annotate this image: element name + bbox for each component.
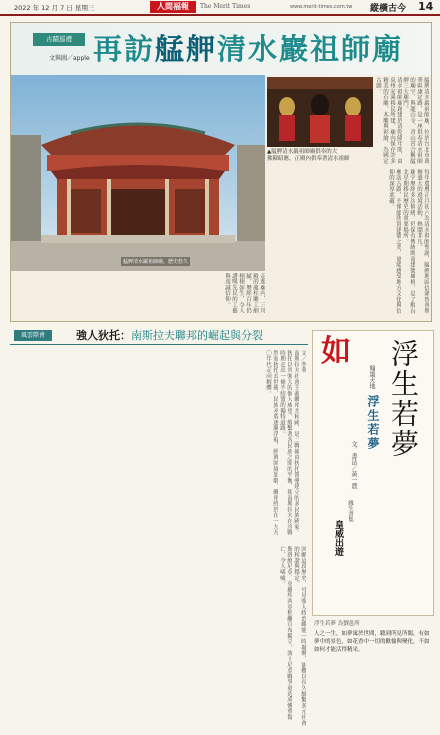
article-paragraph: 南斯拉夫社會主義聯邦共和國，是二戰後由狄托領導建立的多民族國家。 xyxy=(293,350,299,536)
article-headline-main: 強人狄托： xyxy=(76,329,131,342)
feature-title-band xyxy=(11,23,431,75)
calligraphy-column-label: 翰墨天地 xyxy=(368,365,375,389)
deity-caption-line-2: 佛陳昭應，正殿內供奉著清水祖師 xyxy=(267,156,350,162)
calligraphy-caption-text: 人之一生，如夢寓於世間，聽到所見所聞，有如夢中的景色，如花香中一切的歡愉與變化，不如如何才能活得精采。 xyxy=(314,631,430,653)
article-headline-sub: 南斯拉夫聯邦的崛起與分裂 xyxy=(131,329,263,342)
red-seal-stamp: 如 xyxy=(321,334,351,369)
feature-title xyxy=(93,27,403,68)
calligraphy-caption xyxy=(312,618,434,656)
feature-title-part-3: 清水巖祖師廟 xyxy=(217,32,404,66)
calligraphy-title: 浮生若夢 xyxy=(366,395,380,451)
article-body-upper xyxy=(10,350,306,540)
temple-photo xyxy=(11,75,265,271)
deity-photo xyxy=(267,77,373,147)
article-tag: 風雲際會 xyxy=(14,330,52,341)
poem-title: 皇威出遊 xyxy=(333,520,343,556)
feature-paragraph: 參訪古蹟，不僅能欣賞建築之美，更能感受地方文化與信仰的深厚底蘊。 xyxy=(388,169,401,314)
feature-paragraph: 走進廟內，三川殿的龍柱雕工細膩，歷經百年仍栩栩如生，令人讚嘆先民的工藝與虔誠信仰。 xyxy=(224,273,265,314)
article-byline: 文／李華 xyxy=(300,350,306,374)
article-body-lower xyxy=(10,546,306,726)
feature-body-bottom xyxy=(15,273,265,319)
feature-title-part-2: 艋舺 xyxy=(155,32,218,66)
tito-article xyxy=(10,326,308,730)
masthead xyxy=(0,0,440,16)
feature-body-right xyxy=(267,169,429,319)
temple-feature xyxy=(10,22,432,322)
feature-author: 文與圖／apple xyxy=(49,55,90,62)
page-number: 14 xyxy=(418,0,434,13)
feature-paragraph: 每年農曆正月初六為清水祖師聖誕，艋舺地區信眾皆會舉辦盛大的遶境活動，熱鬧非凡。 xyxy=(416,169,429,314)
article-paragraph: 斯洛維尼亞、克羅埃西亞相繼宣布獨立，波士尼亞戰爭更造成慘重傷亡，令人唏噓。 xyxy=(279,546,292,720)
calligraphy-caption-title: 浮生若夢 為劉邕所 xyxy=(314,621,360,627)
feature-paragraph: 艋舺清水巖祖師廟，位於台北市萬華區康定路，是一座供奉清水祖師的廟宇，與龍山寺、青山宮合稱艋舺三大廟門。 xyxy=(402,77,429,164)
issue-date: 2022 年 12 月 7 日 星期三 xyxy=(14,4,95,12)
feature-tag: 古蹟巡禮 xyxy=(33,33,85,46)
poem-block xyxy=(312,500,362,600)
calligraphy-panel xyxy=(312,300,434,730)
feature-paragraph: 廟宇歷經多次修繕，仍保有傳統閩南建築風格，是了解台北早期移民歷史的重要場所。 xyxy=(402,169,415,314)
section-name: 縱橫古今 xyxy=(370,4,407,14)
article-headline xyxy=(76,327,263,343)
headline-rule xyxy=(10,344,308,345)
feature-body-top-right xyxy=(375,77,429,167)
poem-label: 緣生書集 xyxy=(347,500,353,522)
deity-caption-line-1: ▲艋舺清水巖祖師廟供奉的大 xyxy=(267,149,338,155)
newspaper-logo: 人間福報 xyxy=(150,1,196,13)
feature-title-part-1: 再訪 xyxy=(93,32,156,66)
calligraphy-author: 文．書法／黃一農 xyxy=(350,441,357,489)
article-paragraph: 然而狄托去世後，民族矛盾逐漸浮現，經濟困境加劇，聯邦終於在一九九〇年代走向解體。 xyxy=(265,350,278,536)
calligraphy-characters: 浮生若夢 xyxy=(387,339,420,459)
article-paragraph: 狄托以其強大的個人威望，維繫著各民族之間的平衡，使南斯拉夫在冷戰時期走出一條不結盟的獨特道路。 xyxy=(279,350,292,536)
temple-photo-caption: 艋舺清水巖祖師廟，歷史悠久 xyxy=(123,259,189,265)
newspaper-english-name: The Merit Times xyxy=(200,3,251,10)
newspaper-url: www.merit-times.com.tw xyxy=(290,4,353,10)
feature-paragraph: 清水祖師廟創建於清乾隆年間，由泉州安溪移民所建，廟內保存許多精美的石雕、木雕與彩繪，為國定古蹟。 xyxy=(375,77,402,164)
article-paragraph: 回顧這段歷史，可見強人政治雖能一時凝聚，卻難以長久維繫多元社會的和諧與穩定。 xyxy=(293,546,306,726)
